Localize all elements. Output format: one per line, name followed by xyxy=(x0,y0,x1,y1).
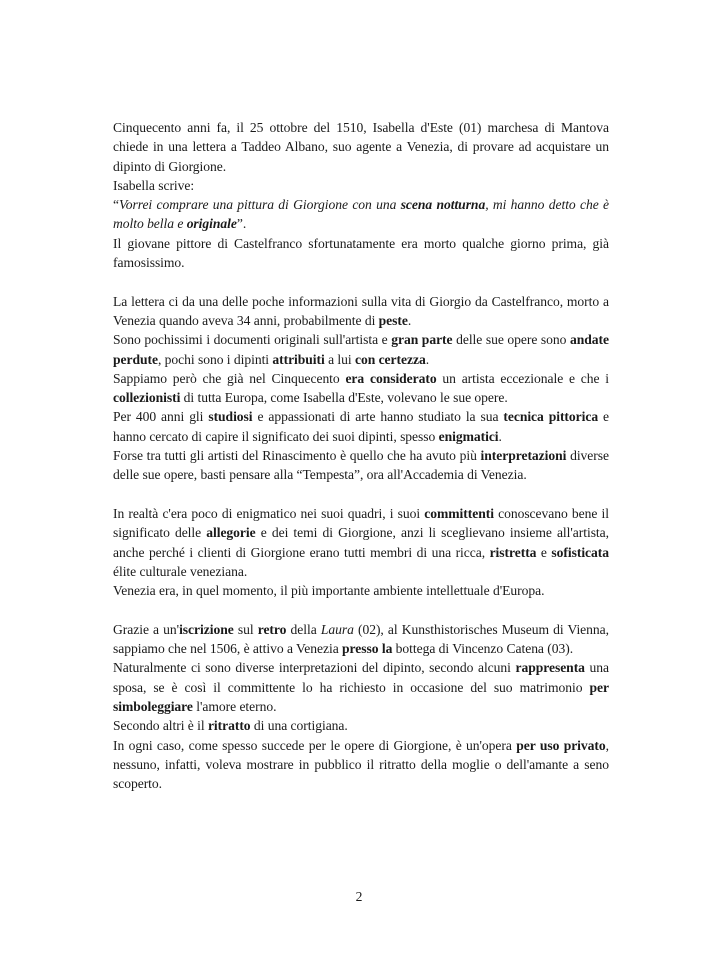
document-body xyxy=(113,118,609,793)
paragraph-secondo-altri: Secondo altri è il ritratto di una cortigiana. xyxy=(113,718,348,734)
paragraph-naturalmente: Naturalmente ci sono diverse interpretazioni del dipinto, secondo alcuni rappresenta una sposa, se è così il committente lo ha richiesto in occasione del suo matrimonio per simboleggiare l'amore eterno. xyxy=(113,660,610,714)
paragraph-venezia: Venezia era, in quel momento, il più importante ambiente intellettuale d'Europa. xyxy=(113,583,545,599)
paragraph-400-anni: Per 400 anni gli studiosi e appassionati di arte hanno studiato la sua tecnica pittorica e hanno cercato di capire il significato dei suoi dipinti, spesso enigmatici. xyxy=(113,409,610,444)
paragraph-gap xyxy=(113,272,609,291)
paragraph-sappiamo: Sappiamo però che già nel Cinquecento era considerato un artista eccezionale e che i collezionisti di tutta Europa, come Isabella d'Este, volevano le sue opere. xyxy=(113,370,609,406)
paragraph-intro: Cinquecento anni fa, il 25 ottobre del 1510, Isabella d'Este (01) marchesa di Mantova chiede in una lettera a Taddeo Albano, suo agente a Venezia, di provare ad acquistare un dipinto di Giorgione. xyxy=(113,120,609,174)
line-isabella-scrive: Isabella scrive: xyxy=(113,177,195,193)
page-number: 2 xyxy=(355,889,363,904)
paragraph-lettera: La lettera ci da una delle poche informazioni sulla vita di Giorgio da Castelfranco, morto a Venezia quando aveva 34 anni, probabilmente di peste. xyxy=(113,293,609,328)
quote-isabella: “Vorrei comprare una pittura di Giorgione con una scena notturna, mi hanno detto che è molto bella e originale”. xyxy=(113,197,609,232)
paragraph-gap xyxy=(113,485,609,504)
paragraph-grazie: Grazie a un'iscrizione sul retro della Laura (02), al Kunsthistorisches Museum di Vienna, sappiamo che nel 1506, è attivo a Venezia presso la bottega di Vincenzo Catena (03). xyxy=(113,621,609,657)
paragraph-gap xyxy=(113,600,609,619)
paragraph-realta: In realtà c'era poco di enigmatico nei suoi quadri, i suoi committenti conoscevano bene il significato delle allegorie e dei temi di Giorgione, anzi li sceglievano insieme all'artista, anche perché i clienti di Giorgione erano tutti membri di una ricca, ristretta e sofisticata élite culturale veneziana. xyxy=(113,505,609,579)
paragraph-giovane-pittore: Il giovane pittore di Castelfranco sfortunatamente era morto qualche giorno prima, già famosissimo. xyxy=(113,235,609,271)
paragraph-forse: Forse tra tutti gli artisti del Rinascimento è quello che ha avuto più interpretazioni diverse delle sue opere, basti pensare alla “Tempesta”, ora all'Accademia di Venezia. xyxy=(113,448,609,483)
paragraph-ogni-caso: In ogni caso, come spesso succede per le opere di Giorgione, è un'opera per uso privato, nessuno, infatti, voleva mostrare in pubblico il ritratto della moglie o dell'amante a seno scoperto. xyxy=(113,737,609,792)
paragraph-documenti: Sono pochissimi i documenti originali sull'artista e gran parte delle sue opere sono andate perdute, pochi sono i dipinti attribuiti a lui con certezza. xyxy=(113,332,609,367)
